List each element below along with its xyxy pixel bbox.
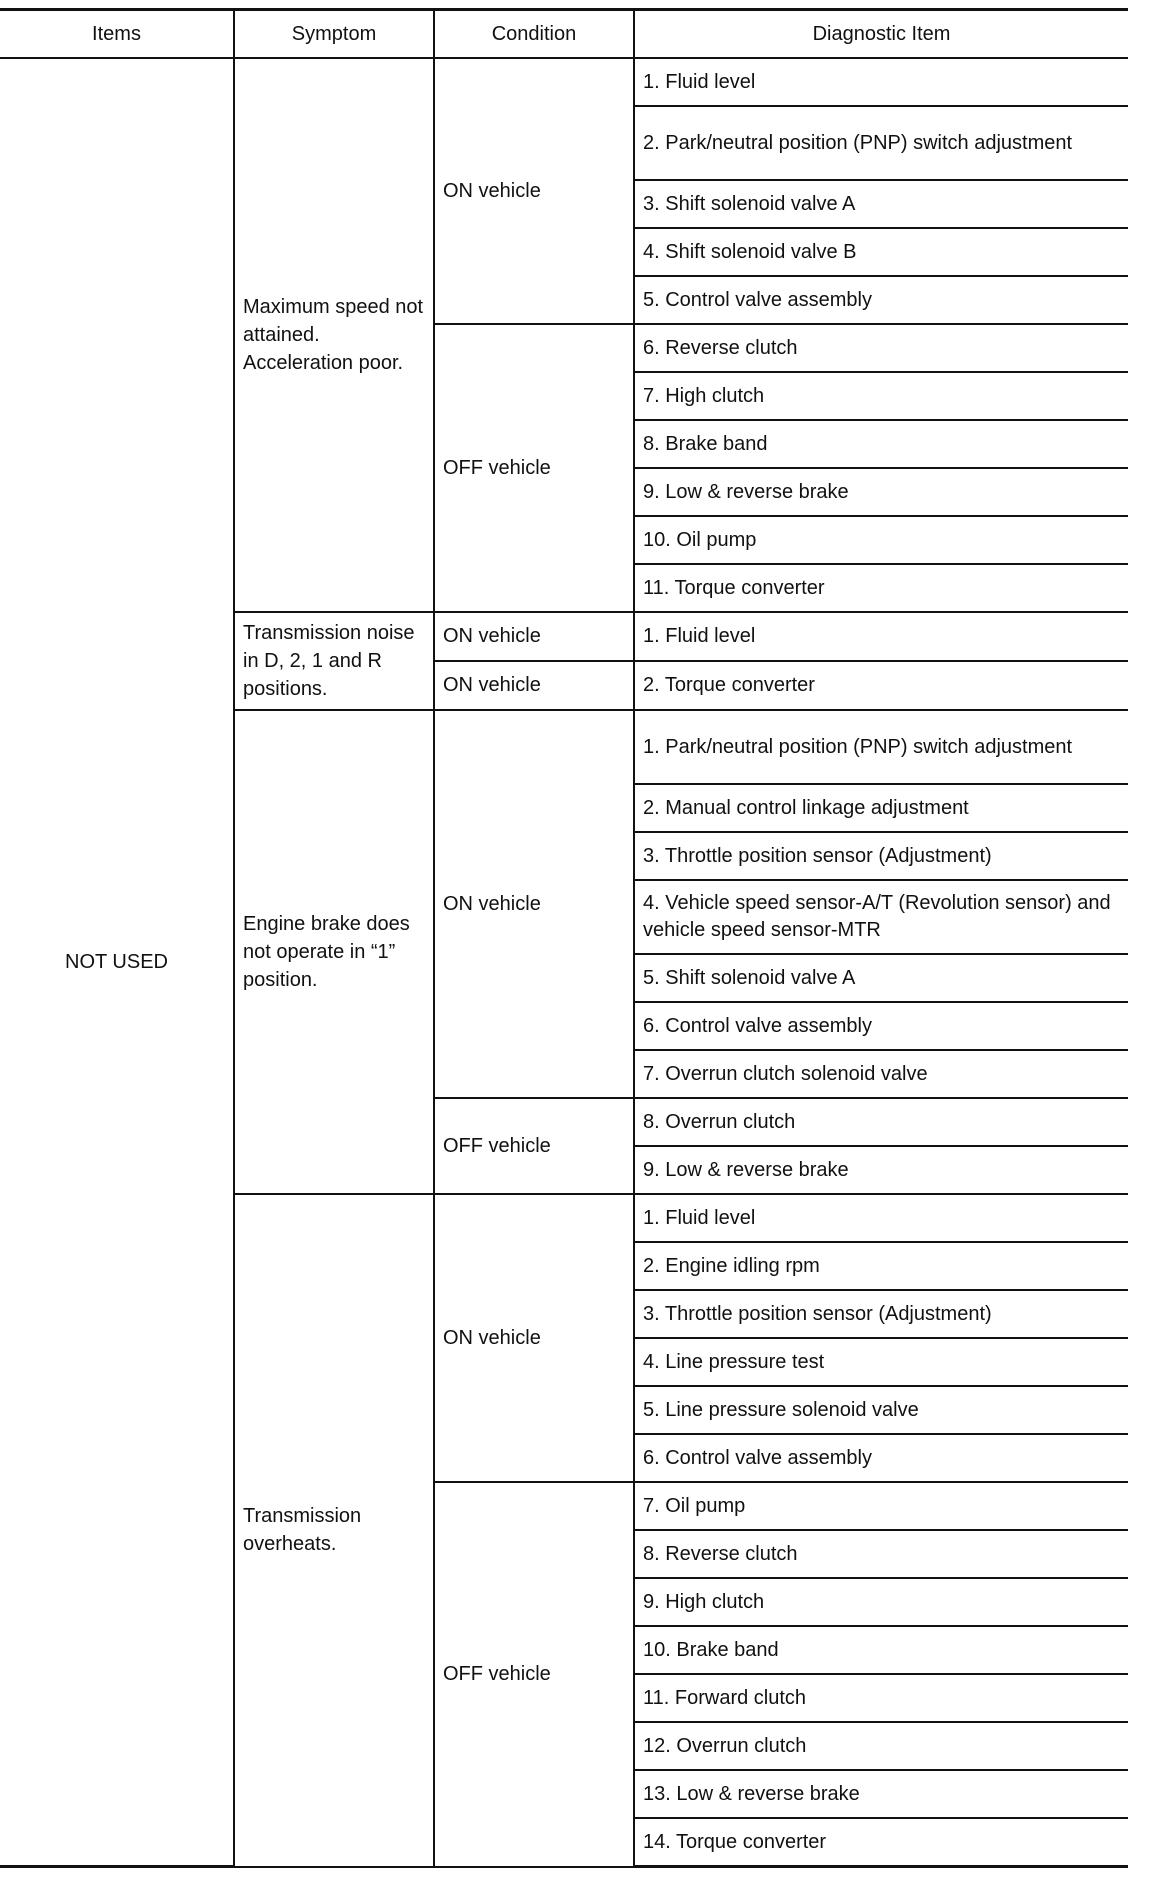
condition-cell: ON vehicle [434, 1194, 634, 1482]
symptom-cell: Transmission overheats. [234, 1194, 434, 1867]
table-row [0, 58, 1128, 106]
condition-cell: ON vehicle [434, 661, 634, 710]
items-cell: NOT USED [0, 58, 234, 1867]
diagnostic-item-cell: 1. Fluid level [634, 1194, 1128, 1242]
condition-cell: OFF vehicle [434, 324, 634, 612]
diagnostic-item-cell: 11. Forward clutch [634, 1674, 1128, 1722]
diagnostic-item-cell: 5. Control valve assembly [634, 276, 1128, 324]
condition-cell: OFF vehicle [434, 1482, 634, 1867]
diagnostic-item-cell: 2. Park/neutral position (PNP) switch adjustment [634, 106, 1128, 180]
diagnostic-item-cell: 13. Low & reverse brake [634, 1770, 1128, 1818]
diagnostic-item-cell: 9. Low & reverse brake [634, 1146, 1128, 1194]
diagnostic-item-cell: 9. High clutch [634, 1578, 1128, 1626]
diagnostic-item-cell: 5. Shift solenoid valve A [634, 954, 1128, 1002]
condition-cell: ON vehicle [434, 612, 634, 661]
header-condition: Condition [434, 10, 634, 59]
header-items: Items [0, 10, 234, 59]
diagnostic-item-cell: 7. Overrun clutch solenoid valve [634, 1050, 1128, 1098]
diagnostic-item-cell: 14. Torque converter [634, 1818, 1128, 1867]
header-row [0, 10, 1128, 59]
diagnostic-item-cell: 2. Manual control linkage adjustment [634, 784, 1128, 832]
diagnostic-item-cell: 6. Control valve assembly [634, 1434, 1128, 1482]
symptom-cell: Transmission noise in D, 2, 1 and R positions. [234, 612, 434, 710]
condition-cell: ON vehicle [434, 58, 634, 324]
diagnostic-item-cell: 6. Reverse clutch [634, 324, 1128, 372]
header-diagnostic-item: Diagnostic Item [634, 10, 1128, 59]
diagnostic-item-cell: 5. Line pressure solenoid valve [634, 1386, 1128, 1434]
diagnostic-item-cell: 8. Reverse clutch [634, 1530, 1128, 1578]
diagnostic-table [0, 8, 1128, 1868]
diagnostic-item-cell: 2. Torque converter [634, 661, 1128, 710]
diagnostic-item-cell: 4. Vehicle speed sensor-A/T (Revolution sensor) and vehicle speed sensor-MTR [634, 880, 1128, 954]
condition-cell: ON vehicle [434, 710, 634, 1098]
table-body [0, 58, 1128, 1867]
diagnostic-item-cell: 1. Fluid level [634, 58, 1128, 106]
diagnostic-item-cell: 7. Oil pump [634, 1482, 1128, 1530]
diagnostic-item-cell: 7. High clutch [634, 372, 1128, 420]
diagnostic-item-cell: 4. Shift solenoid valve B [634, 228, 1128, 276]
diagnostic-item-cell: 3. Throttle position sensor (Adjustment) [634, 1290, 1128, 1338]
diagnostic-item-cell: 12. Overrun clutch [634, 1722, 1128, 1770]
condition-cell: OFF vehicle [434, 1098, 634, 1194]
diagnostic-item-cell: 4. Line pressure test [634, 1338, 1128, 1386]
diagnostic-item-cell: 8. Overrun clutch [634, 1098, 1128, 1146]
diagnostic-item-cell: 3. Throttle position sensor (Adjustment) [634, 832, 1128, 880]
diagnostic-item-cell: 8. Brake band [634, 420, 1128, 468]
diagnostic-item-cell: 1. Fluid level [634, 612, 1128, 661]
header-symptom: Symptom [234, 10, 434, 59]
diagnostic-item-cell: 10. Oil pump [634, 516, 1128, 564]
diagnostic-item-cell: 3. Shift solenoid valve A [634, 180, 1128, 228]
diagnostic-item-cell: 9. Low & reverse brake [634, 468, 1128, 516]
diagnostic-item-cell: 1. Park/neutral position (PNP) switch adjustment [634, 710, 1128, 784]
diagnostic-item-cell: 6. Control valve assembly [634, 1002, 1128, 1050]
diagnostic-item-cell: 2. Engine idling rpm [634, 1242, 1128, 1290]
diagnostic-item-cell: 10. Brake band [634, 1626, 1128, 1674]
symptom-cell: Maximum speed not attained. Acceleration poor. [234, 58, 434, 612]
symptom-cell: Engine brake does not operate in “1” position. [234, 710, 434, 1194]
diagnostic-item-cell: 11. Torque converter [634, 564, 1128, 612]
